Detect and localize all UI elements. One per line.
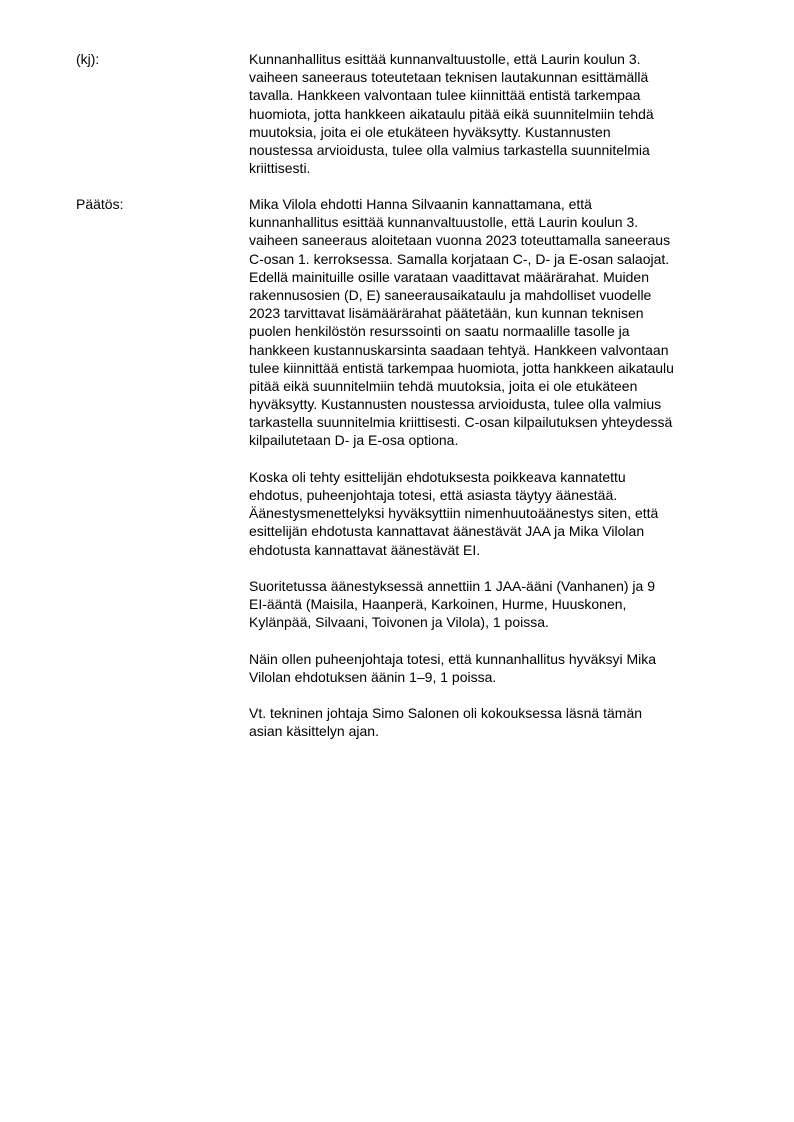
text-line: rakennusosien (D, E) saneerausaikataulu ja mahdolliset vuodelle — [249, 286, 652, 303]
section-content-decision — [249, 195, 739, 741]
text-line: noustessa arvioidusta, tulee olla valmius tarkastella suunnitelmia — [249, 141, 650, 158]
text-line: ehdotus, puheenjohtaja totesi, että asiasta täytyy äänestää. — [249, 487, 618, 503]
section-content-kj — [249, 50, 739, 177]
text-line: kunnanhallitus esittää kunnanvaltuustolle, että Laurin koulun 3. — [249, 214, 639, 231]
text-line: Vt. tekninen johtaja Simo Salonen oli kokouksessa läsnä tämän — [249, 705, 643, 722]
text-line: EI-ääntä (Maisila, Haanperä, Karkoinen, Hurme, Huuskonen, — [249, 596, 627, 613]
text-line: muutoksia, joita ei ole etukäteen hyväksytty. Kustannusten — [249, 123, 611, 140]
text-line: tavalla. Hankkeen valvontaan tulee kiinnittää entistä tarkempaa — [249, 87, 641, 104]
paragraph-counter-proposal — [249, 195, 739, 450]
text-line: ehdotusta kannattavat äänestävät EI. — [249, 541, 481, 558]
paragraph-attendance — [249, 704, 739, 740]
section-label-decision: Päätös: — [76, 196, 124, 212]
text-line: puolen henkilöstön resurssointi on saatu normaalille tasolle ja — [249, 323, 630, 340]
text-line: pitää eikä suunnitelmiin tehdä muutoksia, joita ei ole etukäteen — [249, 377, 638, 394]
text-line: Vilolan ehdotuksen äänin 1–9, 1 poissa. — [249, 668, 497, 685]
text-line: vaiheen saneeraus toteutetaan teknisen lautakunnan esittämällä — [249, 69, 649, 86]
paragraph-spacer — [249, 559, 739, 577]
paragraph-proposal — [249, 50, 739, 177]
text-line: vaiheen saneeraus aloitetaan vuonna 2023 toteuttamalla saneeraus — [249, 232, 671, 249]
text-line: tarkastella suunnitelmia kriittisesti. C-osan kilpailutuksen yhteydessä — [249, 414, 673, 431]
section-label-kj: (kj): — [76, 51, 100, 67]
paragraph-spacer — [249, 632, 739, 650]
text-line: huomiota, jotta hankkeen aikataulu pitää eikä suunnitelmiin tehdä — [249, 105, 654, 122]
text-line: hankkeen kustannuskarsinta saadaan tehtyä. Hankkeen valvontaan — [249, 341, 669, 358]
text-line: esittelijän ehdotusta kannattavat äänestävät JAA ja Mika Vilolan — [249, 523, 645, 540]
text-line: Näin ollen puheenjohtaja totesi, että kunnanhallitus hyväksyi Mika — [249, 650, 657, 667]
text-line: tulee kiinnittää entistä tarkempaa huomiota, jotta hankkeen aikataulu — [249, 359, 674, 376]
paragraph-vote-result — [249, 577, 739, 632]
text-line: 2023 tarvittavat lisämäärärahat päätetään, kun kunnan teknisen — [249, 305, 644, 322]
paragraph-conclusion — [249, 650, 739, 686]
text-line: Suoritetussa äänestyksessä annettiin 1 JAA-ääni (Vanhanen) ja 9 — [249, 577, 655, 594]
text-line: kilpailutetaan D- ja E-osa optiona. — [249, 432, 459, 449]
text-line: Mika Vilola ehdotti Hanna Silvaanin kannattamana, että — [249, 196, 592, 212]
text-line: Kunnanhallitus esittää kunnanvaltuustolle, että Laurin koulun 3. — [249, 51, 641, 67]
text-line: Äänestysmenettelyksi hyväksyttiin nimenhuutoäänestys siten, että — [249, 505, 659, 522]
paragraph-vote-procedure — [249, 468, 739, 559]
paragraph-spacer — [249, 450, 739, 468]
text-line: hyväksytty. Kustannusten noustessa arvioidusta, tulee olla valmius — [249, 396, 662, 413]
text-line: Edellä mainituille osille varataan vaadittavat määrärahat. Muiden — [249, 268, 649, 285]
text-line: Koska oli tehty esittelijän ehdotuksesta poikkeava kannatettu — [249, 468, 626, 485]
text-line: asian käsittelyn ajan. — [249, 723, 379, 740]
text-line: C-osan 1. kerroksessa. Samalla korjataan C-, D- ja E-osan salaojat. — [249, 250, 670, 267]
paragraph-spacer — [249, 686, 739, 704]
text-line: kriittisesti. — [249, 160, 311, 177]
text-line: Kylänpää, Silvaani, Toivonen ja Vilola), 1 poissa. — [249, 614, 549, 631]
